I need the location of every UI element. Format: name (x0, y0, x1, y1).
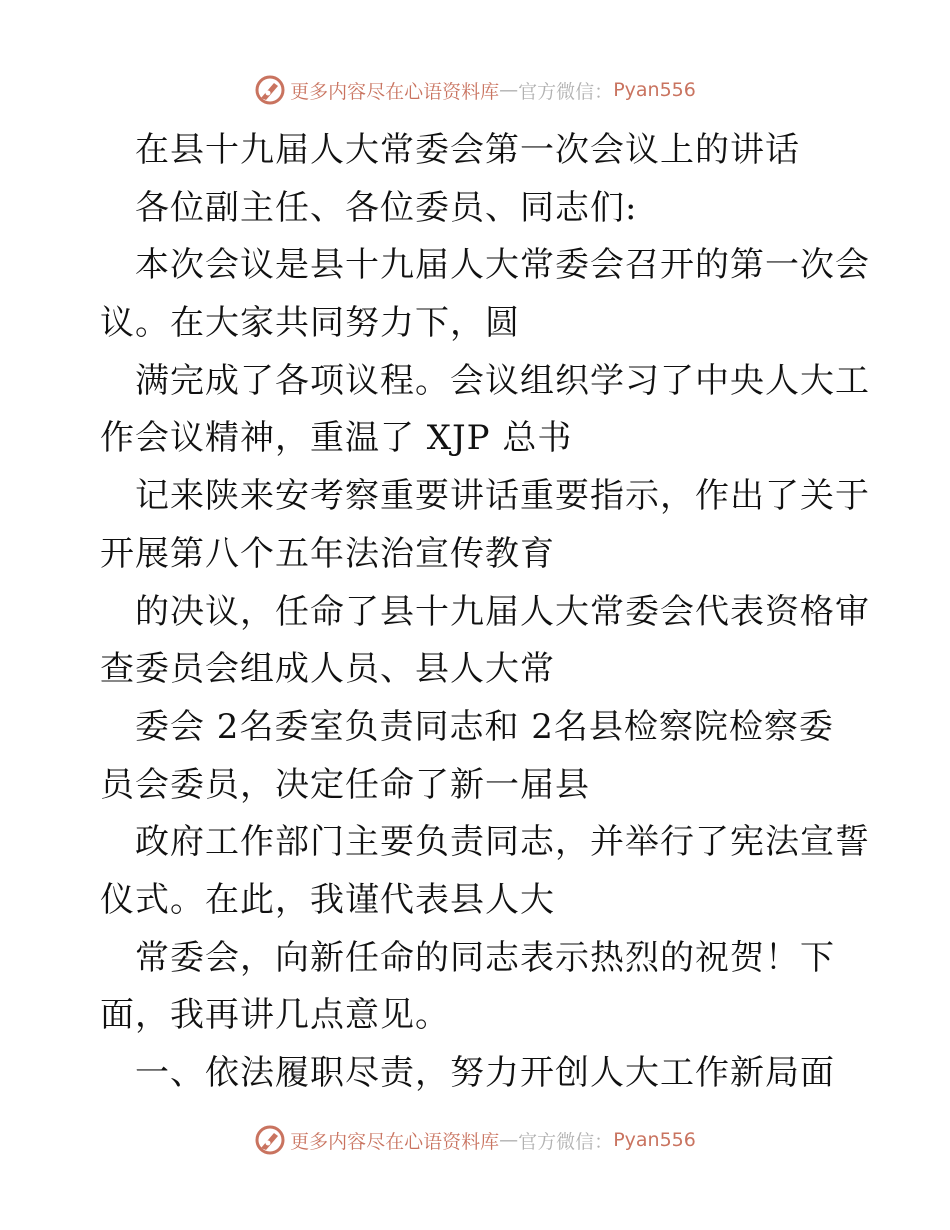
salutation: 各位副主任、各位委员、同志们: (135, 187, 638, 228)
pen-nib-seal-icon (254, 74, 286, 106)
body-line: 员会委员，决定任命了新一届县 (100, 764, 590, 805)
body-line: 开展第八个五年法治宣传教育 (100, 533, 555, 574)
watermark-banner-top (0, 70, 950, 110)
body-line: 常委会，向新任命的同志表示热烈的祝贺！下 (135, 937, 835, 978)
body-line: 仪式。在此，我谨代表县人大 (100, 879, 555, 920)
watermark-right-text: 官方微信： (518, 80, 614, 103)
watermark-left-text: 更多内容尽在心语资料库 (290, 1130, 500, 1153)
document-body (100, 122, 870, 1103)
body-line: 查委员会组成人员、县人大常 (100, 649, 555, 690)
body-line: 满完成了各项议程。会议组织学习了中央人大工 (135, 360, 870, 401)
body-line: 本次会议是县十九届人大常委会召开的第一次会 (135, 245, 870, 286)
watermark-left-text: 更多内容尽在心语资料库 (290, 80, 500, 103)
watermark-id: Pyan556 (613, 79, 696, 101)
watermark-id: Pyan556 (613, 1129, 696, 1151)
body-line: 面，我再讲几点意见。 (100, 995, 450, 1036)
watermark-banner-bottom (0, 1120, 950, 1160)
section-heading: 一、依法履职尽责，努力开创人大工作新局面 (135, 1053, 835, 1093)
body-line: 政府工作部门主要负责同志，并举行了宪法宣誓 (135, 822, 870, 863)
body-line: 议。在大家共同努力下，圆 (100, 303, 520, 344)
watermark-dash: — (499, 79, 519, 101)
body-line: 的决议，任命了县十九届人大常委会代表资格审 (135, 591, 870, 632)
pen-nib-seal-icon (254, 1124, 286, 1156)
body-line: 委会 2名委室负责同志和 2名县检察院检察委 (135, 706, 834, 747)
document-title: 在县十九届人大常委会第一次会议上的讲话 (135, 130, 800, 170)
watermark-dash: — (499, 1129, 519, 1151)
body-line: 作会议精神，重温了 XJP 总书 (100, 418, 573, 459)
watermark-right-text: 官方微信： (518, 1130, 614, 1153)
body-line: 记来陕来安考察重要讲话重要指示，作出了关于 (135, 476, 870, 517)
